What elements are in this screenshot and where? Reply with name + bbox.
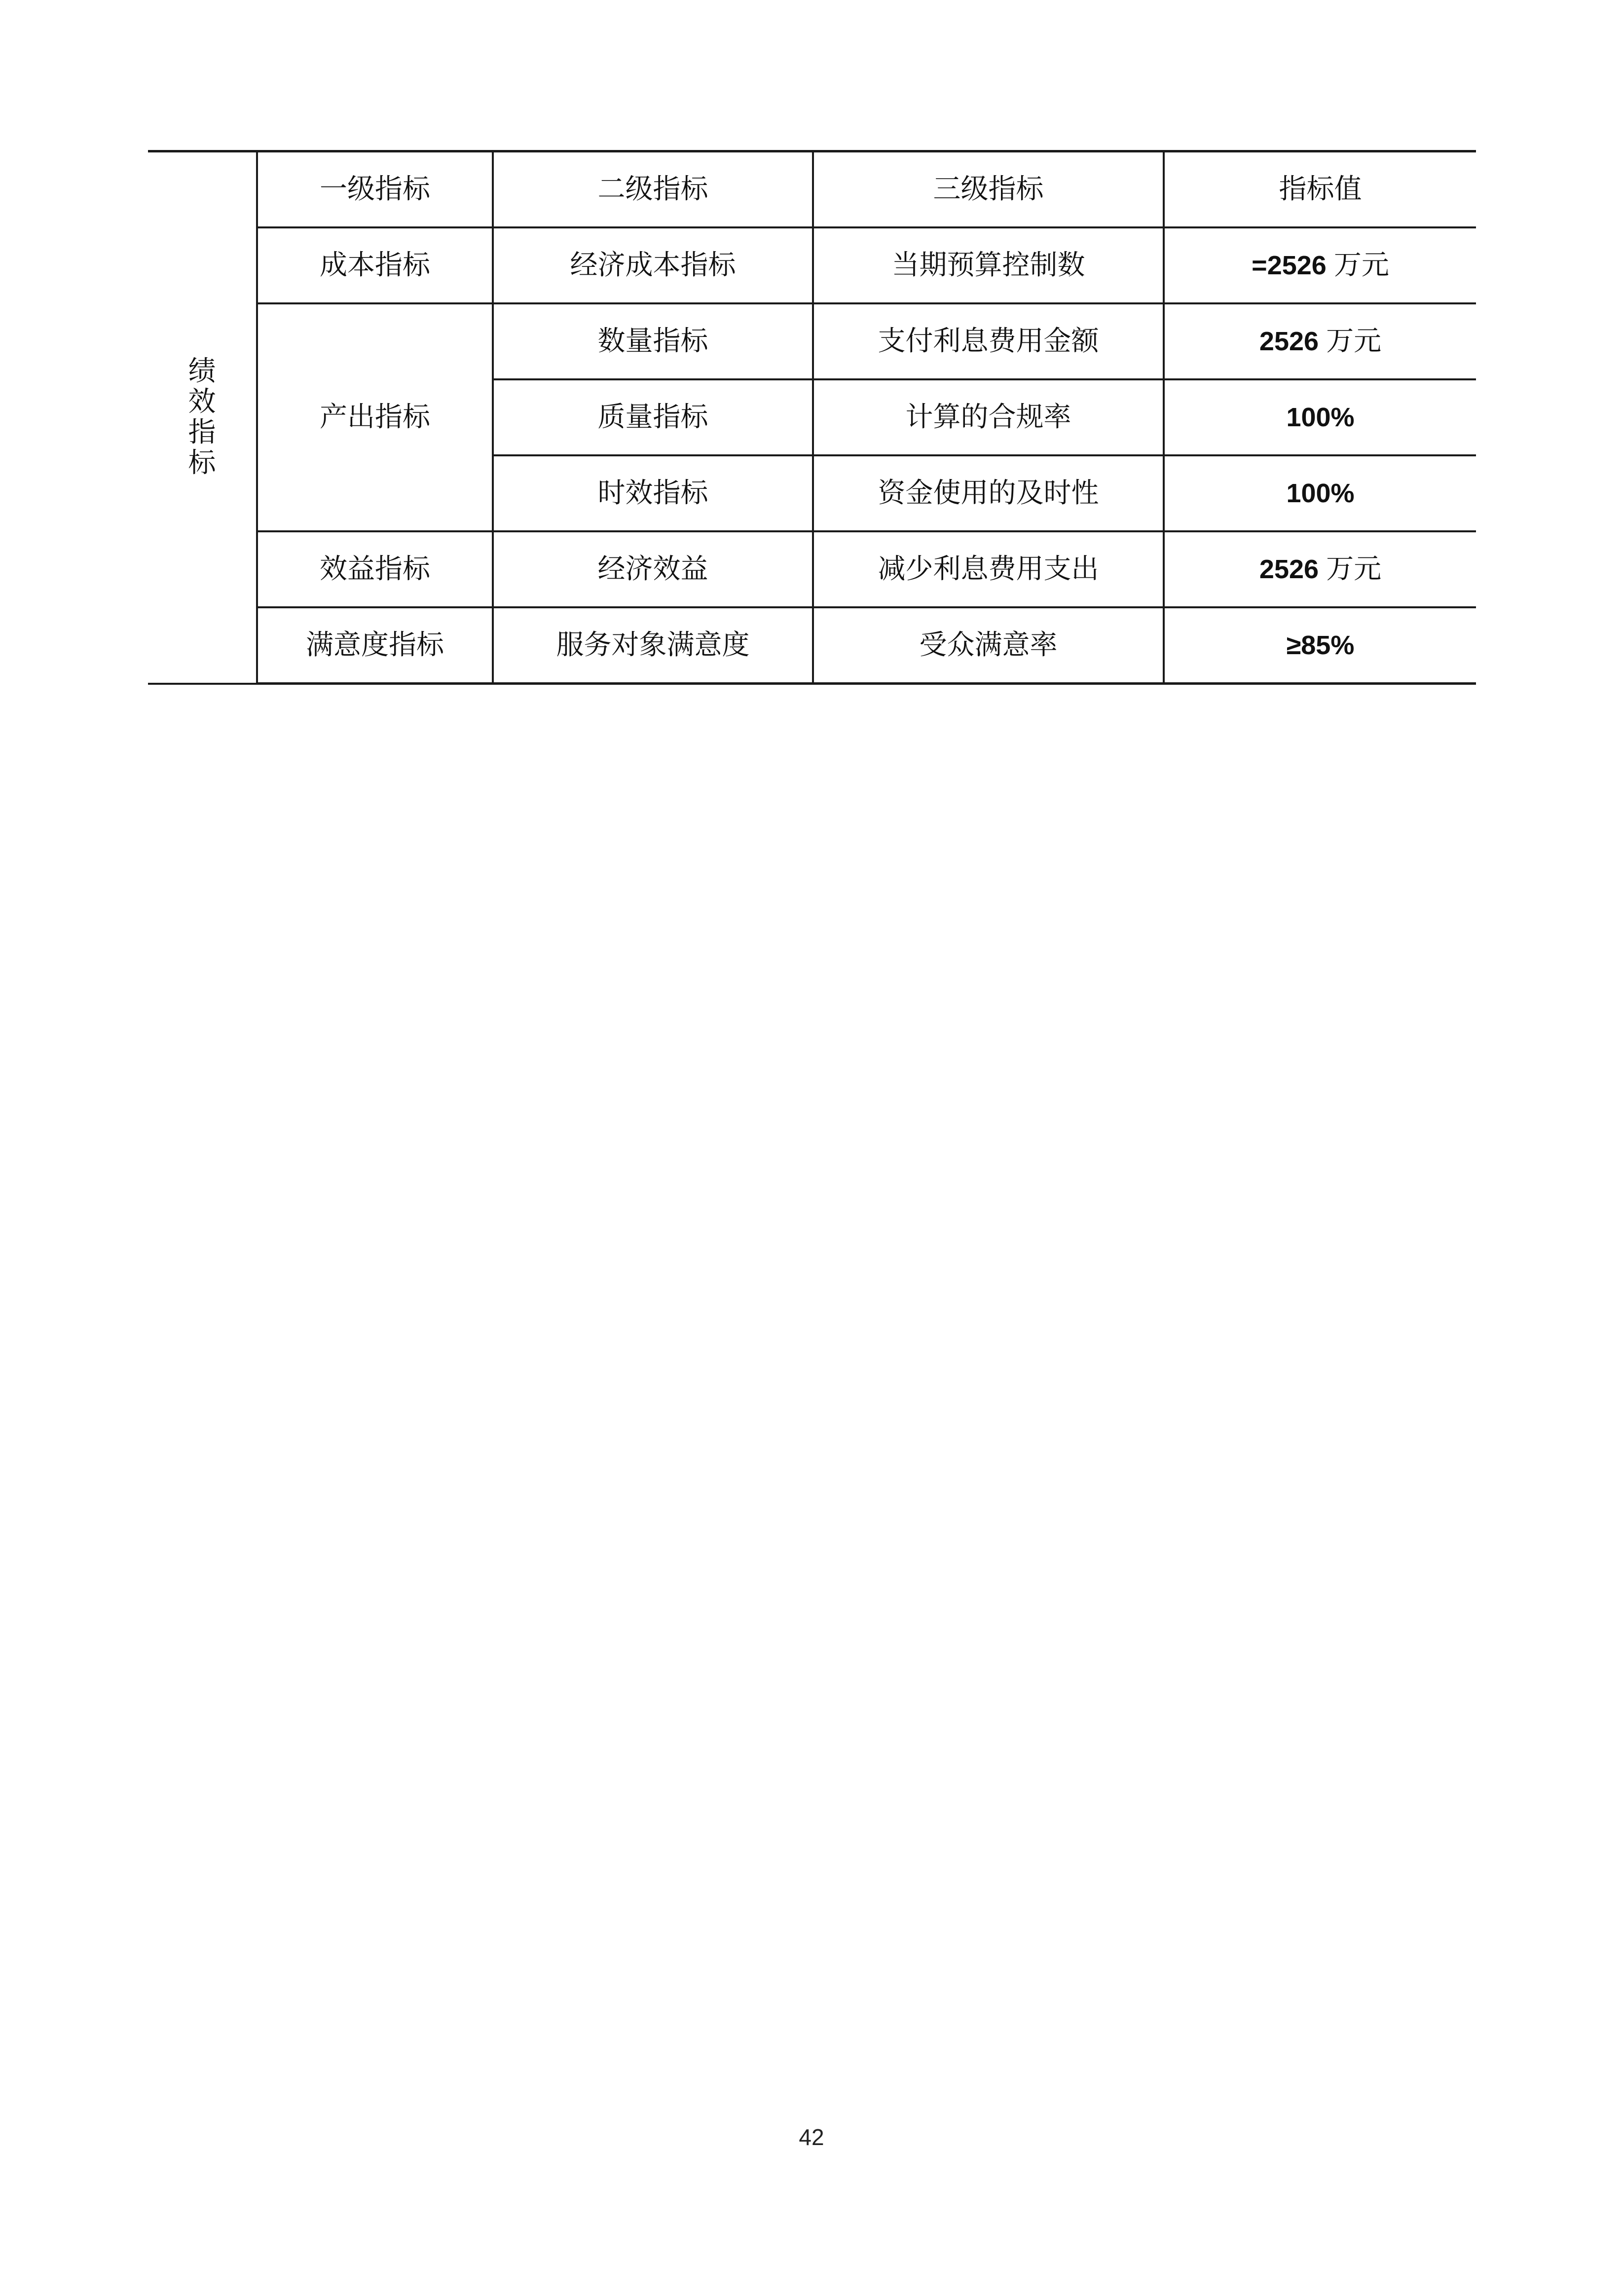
header-level3: 三级指标 [813,151,1164,228]
level2-cell: 经济效益 [493,531,813,607]
value-cell [1164,607,1476,684]
value-number: 2526 [1259,555,1319,584]
level1-cell: 满意度指标 [257,607,493,684]
level2-cell: 服务对象满意度 [493,607,813,684]
header-level1: 一级指标 [257,151,493,228]
value-unit: 万元 [1333,249,1389,281]
performance-indicator-table [148,150,1476,685]
value-unit: 万元 [1326,325,1382,357]
value-number: 100% [1286,403,1355,432]
header-value: 指标值 [1164,151,1476,228]
level2-cell: 数量指标 [493,303,813,379]
table-header-row [148,151,1476,228]
table-row [148,303,1476,379]
header-level2: 二级指标 [493,151,813,228]
value-number: 100% [1286,479,1355,508]
value-unit: 万元 [1326,553,1382,585]
value-cell [1164,531,1476,607]
level1-cell: 产出指标 [257,303,493,531]
value-cell [1164,455,1476,531]
value-number: 2526 [1259,327,1319,356]
side-label-cell [148,151,257,684]
level2-cell: 经济成本指标 [493,227,813,303]
value-cell [1164,227,1476,303]
level3-cell: 减少利息费用支出 [813,531,1164,607]
table-row [148,531,1476,607]
level3-cell: 资金使用的及时性 [813,455,1164,531]
level3-cell: 支付利息费用金额 [813,303,1164,379]
value-number: ≥85% [1286,630,1355,660]
value-cell [1164,379,1476,455]
level3-cell: 计算的合规率 [813,379,1164,455]
table-row [148,227,1476,303]
level3-cell: 当期预算控制数 [813,227,1164,303]
level2-cell: 质量指标 [493,379,813,455]
side-label: 绩效指标 [188,355,216,480]
level3-cell: 受众满意率 [813,607,1164,684]
level1-cell: 成本指标 [257,227,493,303]
table-row [148,607,1476,684]
level2-cell: 时效指标 [493,455,813,531]
value-number: =2526 [1252,251,1327,280]
value-cell [1164,303,1476,379]
level1-cell: 效益指标 [257,531,493,607]
page-number: 42 [799,2124,824,2150]
